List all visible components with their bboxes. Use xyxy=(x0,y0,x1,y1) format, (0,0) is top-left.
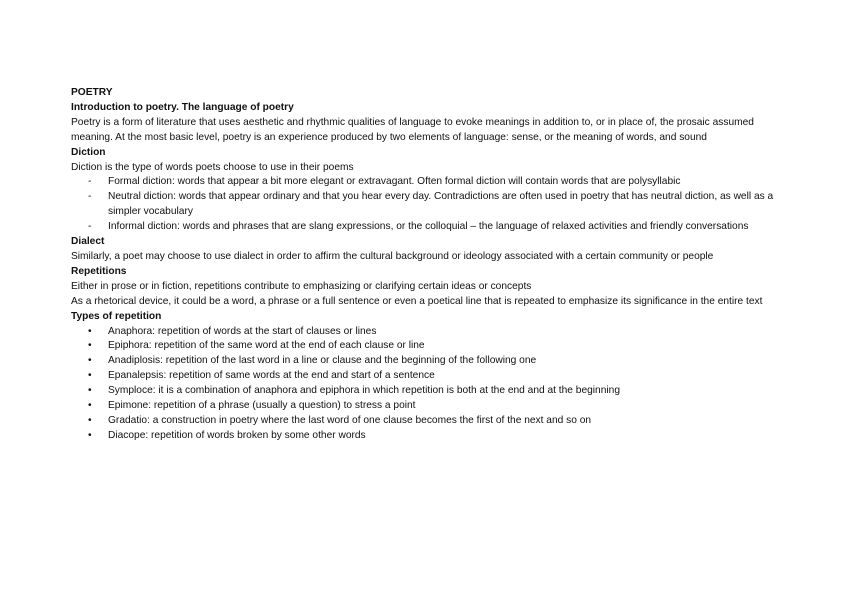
types-list-item: • Gradatio: a construction in poetry where the last word of one clause becomes the first of the next and so on xyxy=(71,414,783,429)
types-list-item: • Diacope: repetition of words broken by some other words xyxy=(71,429,783,444)
diction-list-item: - Informal diction: words and phrases that are slang expressions, or the colloquial – the language of relaxed activities and friendly conversations xyxy=(71,220,783,235)
dialect-paragraph: Similarly, a poet may choose to use dialect in order to affirm the cultural background or ideology associated with a certain community or people xyxy=(71,250,714,262)
intro-paragraph: Poetry is a form of literature that uses aesthetic and rhythmic qualities of language to evoke meanings in addition to, or in place of, the prosaic assumed meaning. At the most basic level, poetry is an experience produced by two elements of language: sense, or the meaning of words, and sound xyxy=(71,116,754,143)
types-list-item: • Epimone: repetition of a phrase (usually a question) to stress a point xyxy=(71,399,783,414)
dialect-heading: Dialect xyxy=(71,236,105,248)
diction-heading: Diction xyxy=(71,146,106,158)
types-list-item: • Epanalepsis: repetition of same words at the end and start of a sentence xyxy=(71,369,783,384)
document-body xyxy=(71,86,783,444)
types-list-item: • Anadiplosis: repetition of the last word in a line or clause and the beginning of the following one xyxy=(71,354,783,369)
intro-heading: Introduction to poetry. The language of poetry xyxy=(71,101,294,113)
types-heading: Types of repetition xyxy=(71,310,162,322)
diction-list xyxy=(71,175,783,235)
diction-list-item: - Formal diction: words that appear a bit more elegant or extravagant. Often formal diction will contain words that are polysyllabic xyxy=(71,175,783,190)
repetitions-paragraph-1: Either in prose or in fiction, repetitions contribute to emphasizing or clarifying certain ideas or concepts xyxy=(71,280,532,292)
types-list-item: • Symploce: it is a combination of anaphora and epiphora in which repetition is both at the end and at the beginning xyxy=(71,384,783,399)
types-list xyxy=(71,325,783,444)
diction-paragraph: Diction is the type of words poets choose to use in their poems xyxy=(71,161,354,173)
types-list-item: • Epiphora: repetition of the same word at the end of each clause or line xyxy=(71,339,783,354)
repetitions-heading: Repetitions xyxy=(71,265,127,277)
repetitions-paragraph-2: As a rhetorical device, it could be a word, a phrase or a full sentence or even a poetical line that is repeated to emphasize its significance in the entire text xyxy=(71,295,763,307)
types-list-item: • Anaphora: repetition of words at the start of clauses or lines xyxy=(71,325,783,340)
diction-list-item: - Neutral diction: words that appear ordinary and that you hear every day. Contradictions are often used in poetry that has neutral diction, as well as a simpler vocabulary xyxy=(71,190,783,220)
document-title: POETRY xyxy=(71,87,113,98)
